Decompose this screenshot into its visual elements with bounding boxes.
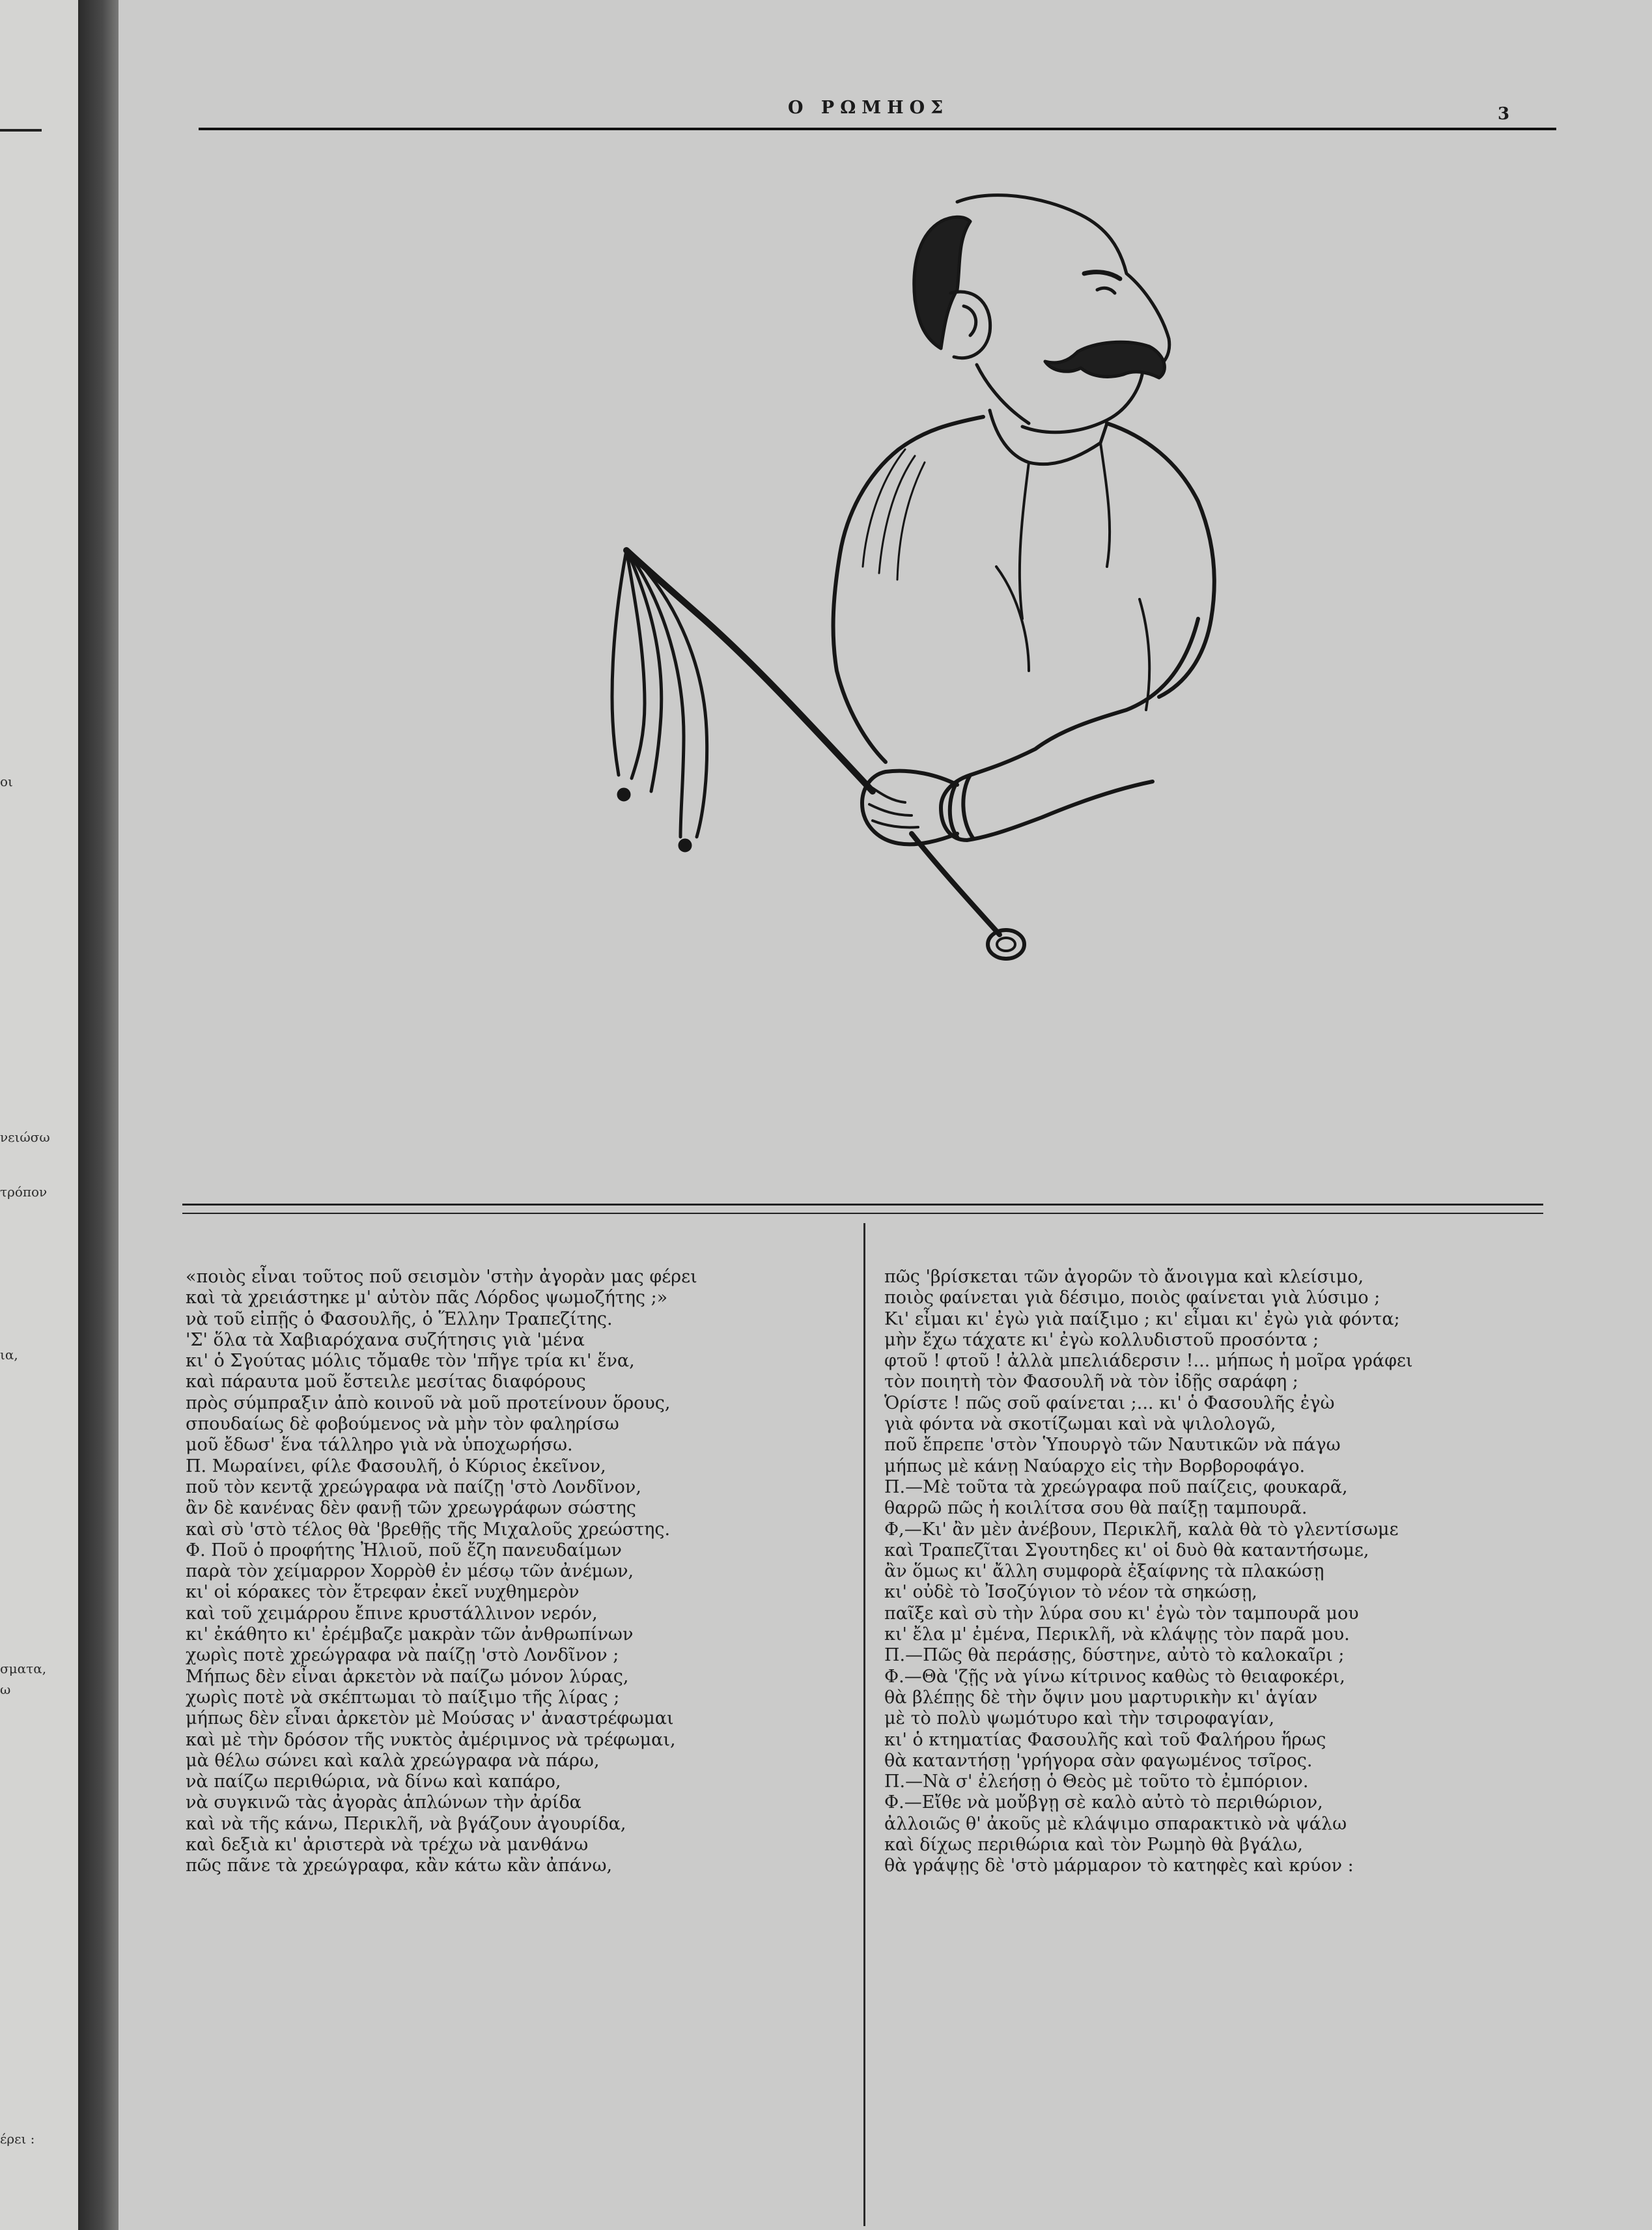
verse-line: Μήπως δὲν εἶναι ἀρκετὸν νὰ παίζω μόνον λύρας,: [186, 1666, 629, 1687]
collar: [990, 410, 1107, 464]
verse-line: μὴν ἔχω τάχατε κι' ἐγὼ κολλυδιστοῦ προσόντα ;: [884, 1329, 1319, 1350]
previous-page-fragment: νειώσω: [0, 1129, 50, 1145]
verse-line: καὶ δίχως περιθώρια καὶ τὸν Ρωμηὸ θὰ βγάλω,: [884, 1835, 1303, 1856]
mustache: [1045, 342, 1164, 378]
verse-line: Κι' εἶμαι κι' ἐγὼ γιὰ παίξιμο ; κι' εἶμαι κι' ἐγὼ γιὰ φόντα;: [884, 1308, 1400, 1329]
whip-knob: [988, 930, 1024, 959]
verse-line: μοῦ ἔδωσ' ἕνα τάλληρο γιὰ νὰ ὑποχωρήσω.: [186, 1435, 573, 1456]
caricature-illustration: [456, 176, 1276, 1081]
page-number: 3: [1498, 104, 1510, 124]
previous-page-fragment: οι: [0, 774, 13, 789]
verse-line: παρὰ τὸν χείμαρρον Χορρὸθ ἐν μέσῳ τῶν ἀνέμων,: [186, 1561, 634, 1582]
verse-line: «ποιὸς εἶναι τοῦτος ποῦ σεισμὸν 'στὴν ἀγορὰν μας φέρει: [186, 1267, 697, 1287]
verse-line: κι' ἐκάθητο κι' ἐρέμβαζε μακρὰν τῶν ἀνθρωπίνων: [186, 1624, 634, 1645]
verse-line: ποῦ τὸν κεντᾷ χρεώγραφα νὰ παίζῃ 'στὸ Λονδῖνον,: [186, 1476, 641, 1497]
verse-line: παῖξε καὶ σὺ τὴν λύρα σου κι' ἐγὼ τὸν ταμπουρᾶ μου: [884, 1603, 1359, 1624]
verse-line: ποῦ ἔπρεπε 'στὸν Ὑπουργὸ τῶν Ναυτικῶν νὰ πάγω: [884, 1435, 1341, 1456]
previous-page-fragment: έρει :: [0, 2131, 35, 2147]
verse-line: Π.—Πῶς θὰ περάσῃς, δύστηνε, αὐτὸ τὸ καλοκαῖρι ;: [884, 1645, 1345, 1666]
verse-line: ποιὸς φαίνεται γιὰ δέσιμο, ποιὸς φαίνεται γιὰ λύσιμο ;: [884, 1288, 1380, 1308]
verse-line: θὰ γράψῃς δὲ 'στὸ μάρμαρον τὸ κατηφὲς καὶ κρύον :: [884, 1856, 1354, 1876]
verse-line: κι' ὁ κτηματίας Φασουλῆς καὶ τοῦ Φαλήρου ἥρως: [884, 1729, 1326, 1750]
verse-line: θὰ βλέπῃς δὲ τὴν ὄψιν μου μαρτυρικὴν κι' ἁγίαν: [884, 1687, 1318, 1708]
ear: [951, 292, 990, 358]
verse-line: φτοῦ ! φτοῦ ! ἀλλὰ μπελιάδερσιν !... μήπως ἡ μοῖρα γράφει: [884, 1351, 1413, 1372]
verse-line: καὶ τὰ χρειάστηκε μ' αὐτὸν πᾶς Λόρδος ψωμοζήτης ;»: [186, 1288, 668, 1308]
verse-line: καὶ μὲ τὴν δρόσον τῆς νυκτὸς ἀμέριμνος νὰ τρέφωμαι,: [186, 1729, 676, 1750]
previous-page-rule: [0, 129, 42, 132]
previous-page-strip: [0, 0, 78, 2230]
verse-line: Π.—Μὲ τοῦτα τὰ χρεώγραφα ποῦ παίζεις, φουκαρᾶ,: [884, 1476, 1348, 1497]
whip-lash-tip: [619, 789, 629, 800]
verse-line: καὶ σὺ 'στὸ τέλος θὰ 'βρεθῇς τῆς Μιχαλοῦς χρεώστης.: [186, 1519, 671, 1540]
verse-line: Φ.—Εἴθε νὰ μοὔβγῃ σὲ καλὸ αὐτὸ τὸ περιθώριον,: [884, 1792, 1323, 1813]
verse-line: πρὸς σύμπραξιν ἀπὸ κοινοῦ νὰ μοῦ προτείνουν ὅρους,: [186, 1392, 671, 1413]
eyebrow: [1084, 272, 1120, 279]
verse-line: καὶ τοῦ χειμάρρου ἔπινε κρυστάλλινον νερόν,: [186, 1603, 598, 1624]
previous-page-fragment: τρόπον: [0, 1184, 48, 1200]
whip-lash: [630, 554, 707, 837]
verse-line: χωρὶς ποτὲ νὰ σκέπτωμαι τὸ παίξιμο τῆς λίρας ;: [186, 1687, 620, 1708]
verse-line: θὰ καταντήσῃ 'γρήγορα σὰν φαγωμένος τσῖρος.: [884, 1750, 1313, 1771]
verse-line: ἂν ὅμως κι' ἄλλη συμφορὰ ἐξαίφνης τὰ πλακώσῃ: [884, 1561, 1324, 1582]
previous-page-fragment: ω: [0, 1682, 11, 1697]
ear-inner: [964, 306, 976, 335]
verse-line: καὶ δεξιὰ κι' ἀριστερὰ νὰ τρέχω νὰ μανθάνω: [186, 1835, 589, 1856]
right-text-column: [884, 1267, 1542, 1877]
shoulder-right: [1107, 423, 1214, 697]
verse-line: χωρὶς ποτὲ χρεώγραφα νὰ παίζῃ 'στὸ Λονδῖνον ;: [186, 1645, 619, 1666]
verse-line: γιὰ φόντα νὰ σκοτίζωμαι καὶ νὰ ψιλολογῶ,: [884, 1414, 1276, 1435]
verse-line: νὰ συγκινῶ τὰς ἀγορὰς ἁπλώνων τὴν ἀρίδα: [186, 1792, 581, 1813]
verse-line: Π. Μωραίνει, φίλε Φασουλῆ, ὁ Κύριος ἐκεῖνον,: [186, 1456, 606, 1476]
whip-knob-inner: [997, 938, 1015, 951]
verse-line: πῶς 'βρίσκεται τῶν ἀγορῶν τὸ ἄνοιγμα καὶ κλείσιμο,: [884, 1267, 1364, 1287]
verse-line: πῶς πᾶνε τὰ χρεώγραφα, κἂν κάτω κἂν ἀπάνω,: [186, 1856, 613, 1876]
verse-line: 'Σ' ὅλα τὰ Χαβιαρόχανα συζήτησις γιὰ 'μένα: [186, 1329, 585, 1350]
verse-line: Φ.—Θὰ 'ζῇς νὰ γίνω κίτρινος καθὼς τὸ θειαφοκέρι,: [884, 1666, 1345, 1687]
verse-line: μήπως μὲ κάνῃ Ναύαρχο εἰς τὴν Βορβοροφάγο.: [884, 1456, 1306, 1476]
verse-line: μὲ τὸ πολὺ ψωμότυρο καὶ τὴν τσιροφαγίαν,: [884, 1708, 1275, 1729]
verse-line: νὰ τοῦ εἰπῇς ὁ Φασουλῆς, ὁ Ἕλλην Τραπεζίτης.: [186, 1308, 613, 1329]
masthead: Ο ΡΩΜΗΟΣ: [788, 98, 949, 118]
verse-line: καὶ πάραυτα μοῦ ἔστειλε μεσίτας διαφόρους: [186, 1372, 586, 1392]
verse-line: Π.—Νὰ σ' ἐλεήσῃ ὁ Θεὸς μὲ τοῦτο τὸ ἐμπόριον.: [884, 1771, 1309, 1792]
verse-line: καὶ νὰ τῆς κάνω, Περικλῆ, νὰ βγάζουν ἀγουρίδα,: [186, 1813, 626, 1834]
section-rule: [182, 1213, 1543, 1214]
verse-line: τὸν ποιητὴ τὸν Φασουλῆ νὰ τὸν ἰδῇς σαράφη ;: [884, 1372, 1298, 1392]
coat-shading: [863, 449, 925, 580]
shoulder-left: [833, 417, 983, 762]
verse-line: κι' οἱ κόρακες τὸν ἔτρεφαν ἐκεῖ νυχθημερὸν: [186, 1582, 580, 1603]
whip-lash-tip: [680, 840, 690, 851]
column-divider: [863, 1223, 865, 2226]
verse-line: κι' ἔλα μ' ἐμένα, Περικλῆ, νὰ κλάψῃς τὸν παρᾶ μου.: [884, 1624, 1350, 1645]
eye: [1097, 288, 1115, 293]
jaw: [977, 365, 1029, 423]
verse-line: μὰ θέλω σώνει καὶ καλὰ χρεώγραφα νὰ πάρω,: [186, 1750, 600, 1771]
verse-line: κι' οὐδὲ τὸ Ἰσοζύγιον τὸ νέον τὰ σηκώσῃ,: [884, 1582, 1257, 1603]
verse-line: ἀλλοιῶς θ' ἀκοῦς μὲ κλάψιμο σπαρακτικὸ νὰ ψάλω: [884, 1813, 1347, 1834]
whip-lower-handle: [912, 834, 1000, 935]
left-text-column: [186, 1267, 837, 1877]
verse-line: Ὁρίστε ! πῶς σοῦ φαίνεται ;... κι' ὁ Φασουλῆς ἐγὼ: [884, 1392, 1335, 1413]
section-rule: [182, 1204, 1543, 1206]
verse-line: σπουδαίως δὲ φοβούμενος νὰ μὴν τὸν φαληρίσω: [186, 1414, 619, 1435]
verse-line: θαρρῶ πῶς ἡ κοιλίτσα σου θὰ παίξῃ ταμπουρᾶ.: [884, 1498, 1308, 1519]
verse-line: καὶ Τραπεζῖται Σγουτηδες κι' οἱ δυὸ θὰ καταντήσωμε,: [884, 1540, 1369, 1560]
verse-line: κι' ὁ Σγούτας μόλις τὄμαθε τὸν 'πῆγε τρία κι' ἕνα,: [186, 1351, 635, 1372]
verse-line: Φ. Ποῦ ὁ προφήτης Ἠλιοῦ, ποῦ ἔζη πανευδαίμων: [186, 1540, 622, 1560]
sleeve: [941, 619, 1198, 840]
fingers: [869, 788, 918, 828]
previous-page-fragment: ια,: [0, 1347, 18, 1362]
verse-line: νὰ παίζω περιθώρια, νὰ δίνω καὶ καπάρο,: [186, 1771, 561, 1792]
binding-gutter: [78, 0, 119, 2230]
previous-page-fragment: σματα,: [0, 1661, 47, 1676]
hair: [914, 217, 970, 348]
header-rule: [199, 128, 1556, 130]
lapel: [1020, 443, 1110, 619]
verse-line: μήπως δὲν εἶναι ἀρκετὸν μὲ Μούσας ν' ἀναστρέφωμαι: [186, 1708, 674, 1729]
verse-line: Φ,—Κι' ἂν μὲν ἀνέβουν, Περικλῆ, καλὰ θὰ τὸ γλεντίσωμε: [884, 1519, 1399, 1540]
verse-line: ἂν δὲ κανένας δὲν φανῇ τῶν χρεωγράφων σώστης: [186, 1498, 636, 1519]
whip-lash: [612, 550, 626, 775]
